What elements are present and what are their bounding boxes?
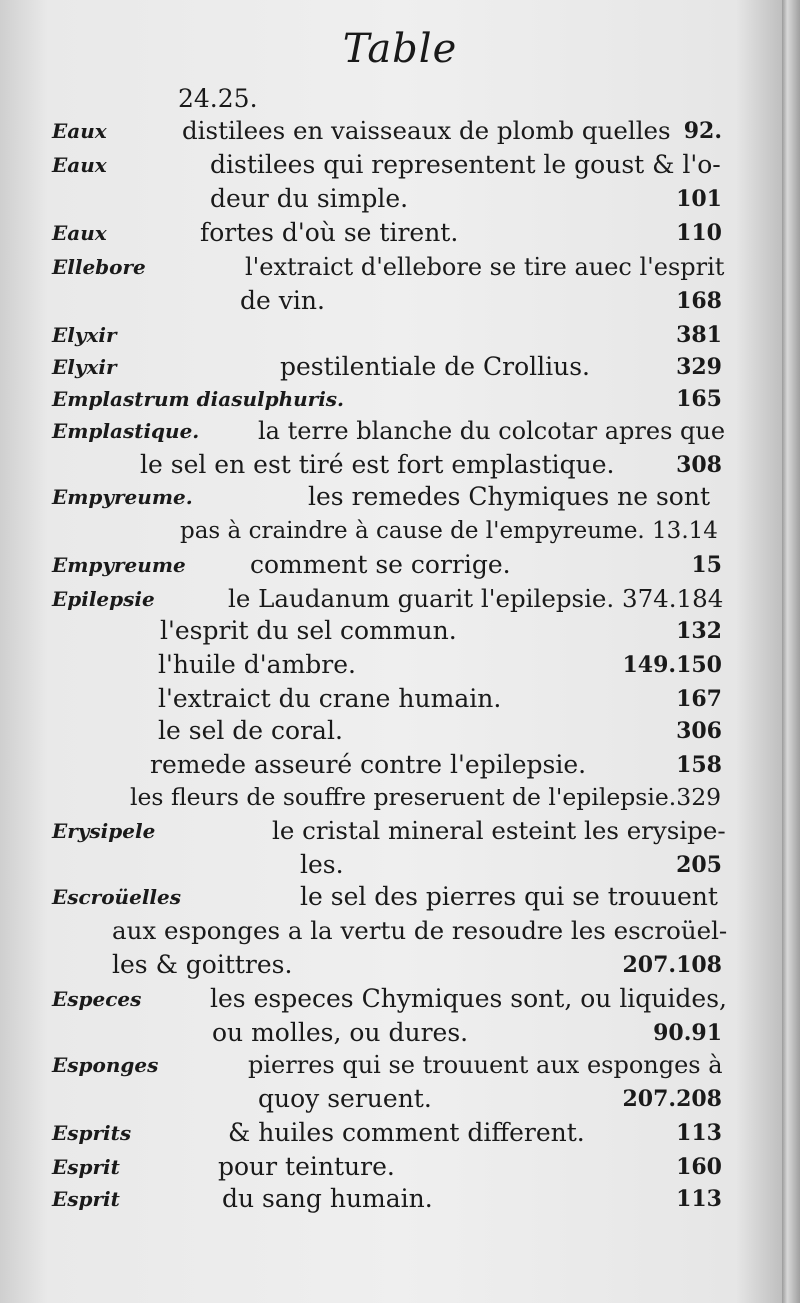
- page-number: 207.108: [622, 952, 722, 978]
- index-entry: [0, 948, 800, 982]
- entry-text: de vin.: [240, 286, 325, 315]
- index-entry: [0, 284, 800, 318]
- index-entry: [0, 880, 800, 914]
- entry-heading: Emplastique.: [52, 419, 200, 443]
- index-entry: [0, 748, 800, 782]
- index-entry: [0, 414, 800, 448]
- index-entry: [0, 350, 800, 384]
- page-number: 113: [676, 1186, 722, 1212]
- page-number: 92.: [683, 118, 722, 144]
- entry-text: pas à craindre à cause de l'empyreume. 13.14: [180, 518, 718, 544]
- page-number: 207.208: [622, 1086, 722, 1112]
- entry-text: 24.25.: [178, 84, 258, 113]
- page-number: 110: [676, 220, 722, 246]
- entry-text: pierres qui se trouuent aux esponges à: [248, 1051, 723, 1079]
- entry-text: les especes Chymiques sont, ou liquides,: [210, 984, 727, 1013]
- entry-text: aux esponges a la vertu de resoudre les escroüel-: [112, 916, 728, 945]
- index-entry: [0, 982, 800, 1016]
- index-entry: [0, 182, 800, 216]
- entry-text: le Laudanum guarit l'epilepsie. 374.184: [228, 584, 724, 613]
- entry-text: fortes d'où se tirent.: [200, 218, 459, 247]
- index-entry: [0, 914, 800, 948]
- entry-heading: Eaux: [52, 153, 107, 177]
- entry-heading: Escroüelles: [52, 885, 182, 909]
- page-number: 101: [676, 186, 722, 212]
- entry-text: distilees qui representent le goust & l'o-: [210, 150, 721, 179]
- entry-heading: Esponges: [52, 1053, 159, 1077]
- entry-text: les.: [300, 850, 344, 879]
- index-entry: [0, 548, 800, 582]
- entry-heading: Elyxir: [52, 323, 117, 347]
- entry-text: distilees en vaisseaux de plomb quelles: [182, 116, 671, 145]
- entry-heading: Empyreume.: [52, 485, 193, 509]
- entry-text: l'huile d'ambre.: [158, 650, 356, 679]
- index-entry: [0, 114, 800, 148]
- page-number: 160: [676, 1154, 722, 1180]
- index-entry: [0, 82, 800, 116]
- entry-heading: Elyxir: [52, 355, 117, 379]
- page-number: 15: [691, 552, 722, 578]
- page-number: 132: [676, 618, 722, 644]
- index-entry: [0, 848, 800, 882]
- entry-text: les fleurs de souffre preseruent de l'epilepsie.329: [130, 783, 722, 811]
- index-entry: [0, 614, 800, 648]
- entry-text: remede asseuré contre l'epilepsie.: [150, 750, 587, 779]
- index-entry: [0, 1048, 800, 1082]
- index-entry: [0, 714, 800, 748]
- entry-heading: Especes: [52, 987, 142, 1011]
- page-number: 165: [676, 386, 722, 412]
- index-entry: [0, 582, 800, 616]
- page-number: 158: [676, 752, 722, 778]
- entry-heading: Esprits: [52, 1121, 132, 1145]
- index-entry: [0, 814, 800, 848]
- entry-text: pestilentiale de Crollius.: [280, 352, 590, 381]
- entry-text: l'extraict du crane humain.: [158, 684, 502, 713]
- entry-heading: Epilepsie: [52, 587, 155, 611]
- entry-text: le sel des pierres qui se trouuent: [300, 882, 718, 911]
- index-entry: [0, 216, 800, 250]
- page-number: 167: [676, 686, 722, 712]
- entry-heading: Erysipele: [52, 819, 156, 843]
- index-entry: [0, 648, 800, 682]
- entry-text: quoy seruent.: [258, 1084, 432, 1113]
- entry-heading: Ellebore: [52, 255, 146, 279]
- index-entry: [0, 1116, 800, 1150]
- entry-text: le sel en est tiré est fort emplastique.: [140, 450, 615, 479]
- index-entry: [0, 480, 800, 514]
- index-entry: [0, 250, 800, 284]
- index-entry: [0, 682, 800, 716]
- entry-text: comment se corrige.: [250, 550, 511, 579]
- page-number: 205: [676, 852, 722, 878]
- page-header: Table: [342, 26, 458, 72]
- entry-heading: Empyreume: [52, 553, 186, 577]
- entry-text: deur du simple.: [210, 184, 409, 213]
- entry-heading: Esprit: [52, 1187, 120, 1211]
- index-entry: [0, 1182, 800, 1216]
- page-number: 381: [676, 322, 722, 348]
- page-number: 329: [676, 354, 722, 380]
- page-number: 168: [676, 288, 722, 314]
- entry-text: la terre blanche du colcotar apres que: [258, 417, 726, 445]
- page-number: 149.150: [622, 652, 722, 678]
- entry-text: les remedes Chymiques ne sont: [308, 482, 710, 511]
- entry-text: l'extraict d'ellebore se tire auec l'esprit: [245, 253, 725, 281]
- index-entry: [0, 514, 800, 548]
- index-entry: [0, 780, 800, 814]
- entry-text: l'esprit du sel commun.: [160, 616, 457, 645]
- entry-text: le sel de coral.: [158, 716, 343, 745]
- entry-heading: Eaux: [52, 221, 107, 245]
- page-number: 308: [676, 452, 722, 478]
- index-entry: [0, 1016, 800, 1050]
- page-number: 113: [676, 1120, 722, 1146]
- entry-text: pour teinture.: [218, 1152, 395, 1181]
- entry-heading: Esprit: [52, 1155, 120, 1179]
- entry-text: du sang humain.: [222, 1184, 433, 1213]
- entry-text: ou molles, ou dures.: [212, 1018, 469, 1047]
- index-entry: [0, 1082, 800, 1116]
- entry-heading: Eaux: [52, 119, 107, 143]
- entry-text: & huiles comment different.: [228, 1118, 585, 1147]
- page-number: 306: [676, 718, 722, 744]
- page-number: 90.91: [653, 1020, 722, 1046]
- index-entry: [0, 382, 800, 416]
- entry-text: le cristal mineral esteint les erysipe-: [272, 816, 726, 845]
- index-entry: [0, 1150, 800, 1184]
- index-entry: [0, 148, 800, 182]
- entry-text: les & goittres.: [112, 950, 293, 979]
- index-entry: [0, 448, 800, 482]
- entry-heading: Emplastrum diasulphuris.: [52, 387, 345, 411]
- index-entry: [0, 318, 800, 352]
